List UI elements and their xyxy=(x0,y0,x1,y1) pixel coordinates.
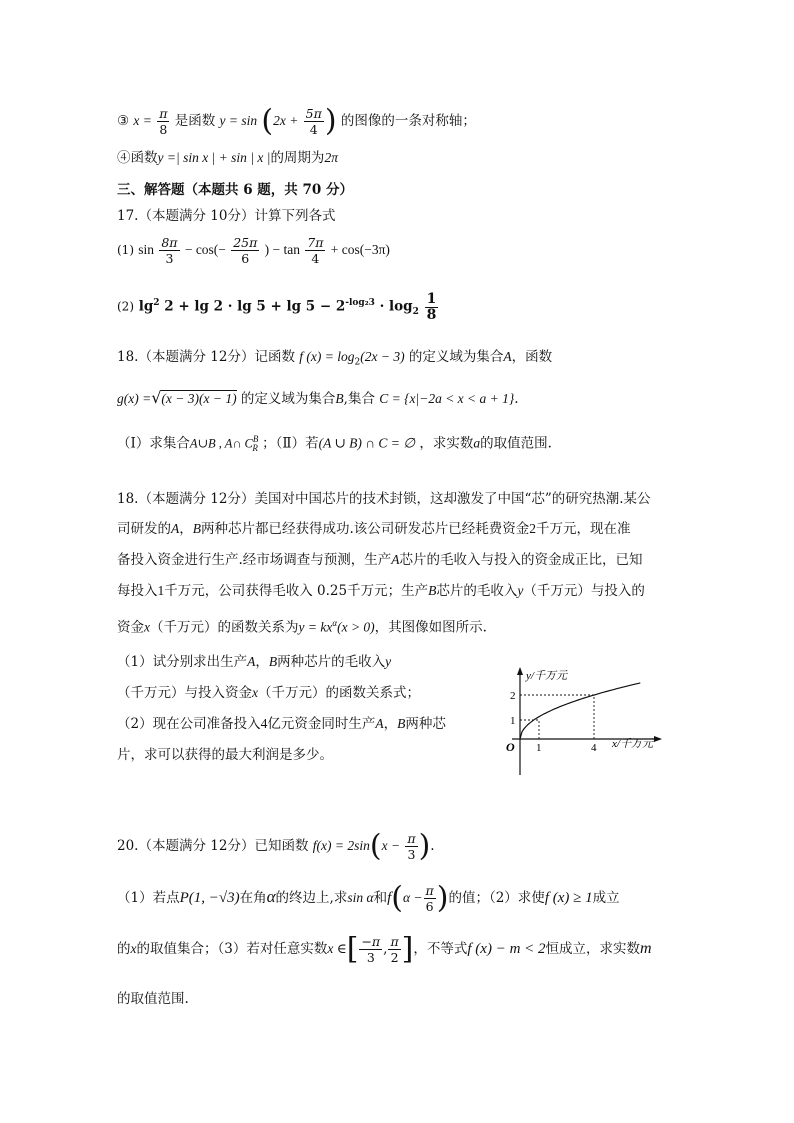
q18b-part2b: 片，求可以获得的最大利润是多少。 xyxy=(117,747,333,763)
origin-label: O xyxy=(506,740,515,754)
is-func-text: 是函数 xyxy=(174,113,216,129)
item-4 xyxy=(117,148,338,168)
two-x-plus: 2x + xyxy=(273,113,299,128)
q17-part2: (2) $\lg^2 2 + \lg 2 \cdot \lg 5 + \lg 5 - 2^{-log_23} \cdot \log_2$ $\frac{1}{8}$ xyxy=(117,290,437,323)
tick-y1: 1 xyxy=(510,715,516,727)
q18a-line3: （Ⅰ）求集合A∪B , A∩ $C^B_R$ ；（Ⅱ）若(A ∪ B) ∩ C = ∅ ，求实数a的取值范围. xyxy=(117,434,552,454)
q18b-line4: 每投入1千万元，公司获得毛收入 0.25千万元；生产B芯片的毛收入y（千万元）与投入的 xyxy=(117,583,645,599)
q20-line2: （1）若点P(1, −√3)在角α的终边上,求sin α和f(α − $\frac{\pi}{6}$ )的值；（2）求使f (x) ≥ 1成立 xyxy=(117,880,620,916)
q18b-part2a: （2）现在公司准备投入4亿元资金同时生产A，B两种芯 xyxy=(117,716,446,732)
q17-header: 17.（本题满分 10分）计算下列各式 xyxy=(117,208,336,224)
q18b-line5: 资金x（千万元）的函数关系为$y = kx^\alpha(x > 0)$，其图像如图所示. xyxy=(117,618,487,636)
circled-three: ③ xyxy=(117,113,130,129)
q18b-part1b: （千万元）与投入资金x（千万元）的函数关系式； xyxy=(117,685,420,701)
power-function-graph xyxy=(490,665,690,785)
section-title: 三、解答题（本题共 6 题，共 70 分） xyxy=(117,182,353,198)
y-axis-arrow xyxy=(517,667,523,675)
q18b-part1a: （1）试分别求出生产A，B两种芯片的毛收入y xyxy=(117,654,392,670)
q20-line3: 的x的取值集合；（3）若对任意实数x ∈[ $\frac{-\pi}{3}$ , $\frac{\pi}{2}$ ]，不等式f (x) − m < 2恒成立，求实数m xyxy=(117,931,652,967)
curve-y-sqrt-x xyxy=(520,683,640,739)
q17-part1: (1) sin $\frac{8\pi}{3}$ − cos(− $\frac{25\pi}{6}$ ) − tan $\frac{7\pi}{4}$ + cos(−3π) xyxy=(117,235,390,266)
circled-four: ④ xyxy=(117,150,131,166)
func-word: 函数 xyxy=(130,150,158,166)
q18a-line2: g(x) =√(x − 3)(x − 1) 的定义域为集合B,集合 C = {x|−2a < x < a + 1}. xyxy=(117,388,519,407)
item3-suffix: 的图像的一条对称轴； xyxy=(340,113,476,129)
tick-y2: 2 xyxy=(510,690,516,702)
two-pi: 2π xyxy=(324,150,338,165)
tick-x1: 1 xyxy=(536,742,542,754)
q18a-line1: 18.（本题满分 12分）记函数 f $(x) = \log_2(2x - 3)$ 的定义域为集合A，函数 xyxy=(117,349,553,368)
x-axis-label: x/千万元 xyxy=(612,738,653,750)
x-axis-arrow xyxy=(654,736,662,742)
q18b-line2: 司研发的A，B两种芯片都已经获得成功.该公司研发芯片已经耗费资金2千万元，现在准 xyxy=(117,521,631,537)
period-text: 的周期为 xyxy=(270,150,325,166)
x-eq: x = xyxy=(133,113,152,128)
five-pi-over-4: $\frac{5\pi}{4}$ xyxy=(305,106,322,137)
y-axis-label: y/千万元 xyxy=(526,670,567,682)
q18b-line3: 备投入资金进行生产.经市场调查与预测，生产A芯片的毛收入与投入的资金成正比，已知 xyxy=(117,552,643,568)
q18b-line1: 18.（本题满分 12分）美国对中国芯片的技术封锁，这却激发了中国“芯”的研究热潮.某公 xyxy=(117,491,651,507)
tick-x4: 4 xyxy=(591,742,597,754)
y-sin: y = sin xyxy=(219,113,258,128)
item4-expr: y =| sin x | + sin | x | xyxy=(157,150,271,165)
pi-over-8: $\frac{\pi}{8}$ xyxy=(159,106,168,137)
q20-line1: 20.（本题满分 12分）已知函数 f(x) = 2sin(x − $\frac{\pi}{3}$ ). xyxy=(117,828,435,864)
item-3: ③ x = $\frac{\pi}{8}$ 是函数 y = sin (2x + $\frac{5\pi}{4}$ ) 的图像的一条对称轴； xyxy=(117,103,476,139)
q20-line4: 的取值范围. xyxy=(117,991,189,1007)
